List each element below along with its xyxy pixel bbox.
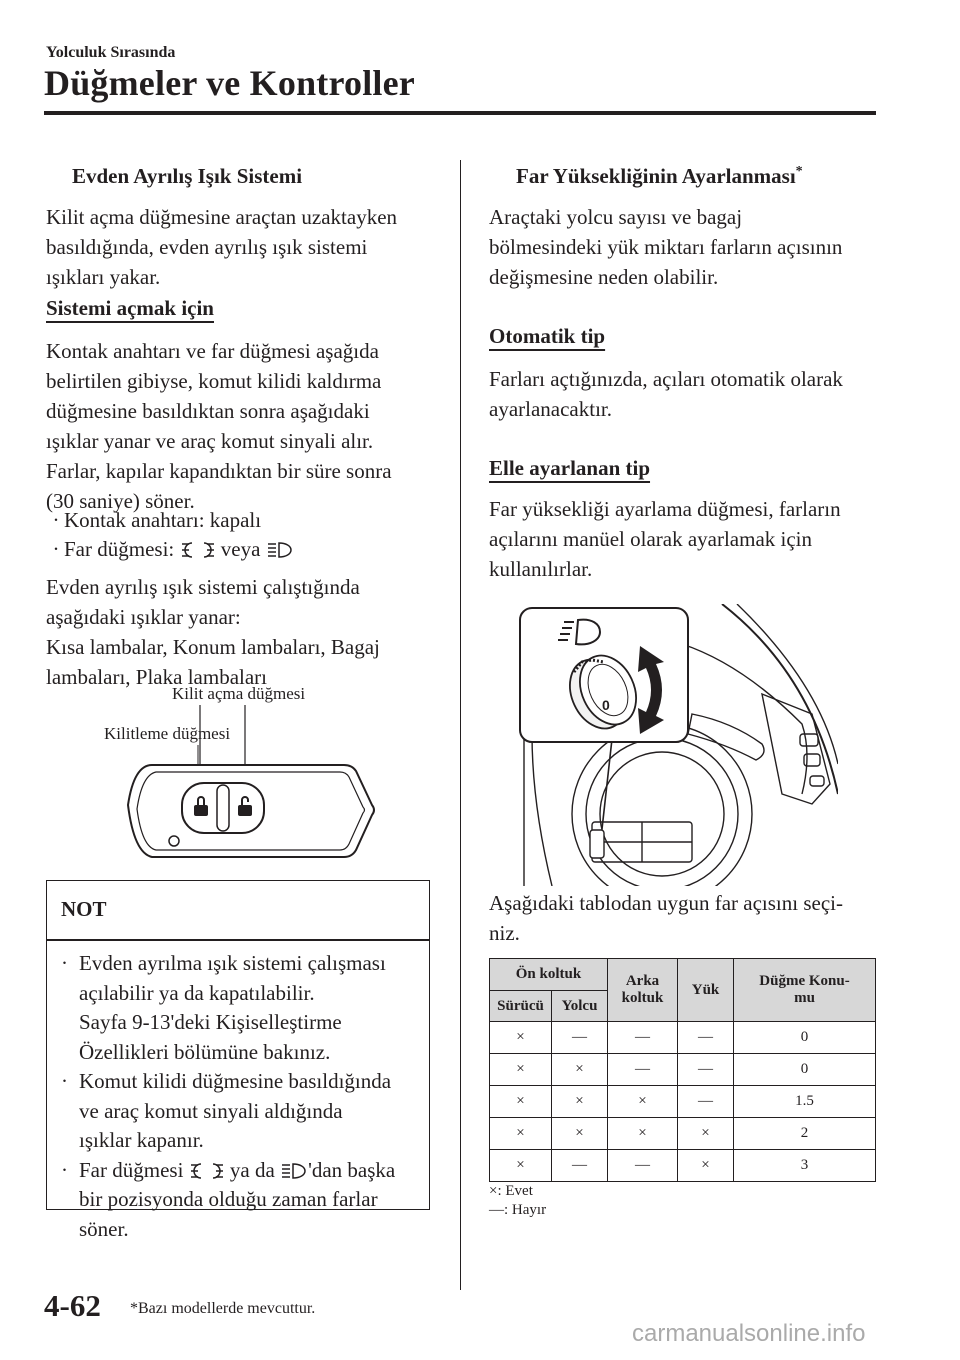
note-separator	[47, 939, 429, 941]
left-intro: Kilit açma düğmesine araçtan uzaktayken basıldığında, evden ayrılış ışık sistemi ışıkları yakar.	[46, 205, 398, 289]
col-load: Yük	[678, 959, 734, 1022]
parking-light-icon	[180, 540, 216, 560]
headlight-icon	[280, 1161, 308, 1181]
page-number: 4-62	[44, 1288, 101, 1323]
legend-yes: ×: Evet	[489, 1183, 533, 1199]
auto-type-text: Farları açtığınızda, açıları otomatik olarak ayarlanacaktır.	[489, 367, 843, 421]
manual-type-text: Far yüksekliği ayarlama düğmesi, farların açılarını manüel olarak ayarlamak için kullanılırlar.	[489, 497, 841, 581]
note-title: NOT	[61, 897, 107, 921]
lock-button-label: Kilitleme düğmesi	[104, 724, 231, 743]
legend-no: —: Hayır	[489, 1202, 547, 1218]
right-heading: Far Yüksekliğinin Ayarlanması*	[516, 164, 803, 188]
manual-type-heading: Elle ayarlanan tip	[489, 456, 651, 480]
note-list	[59, 949, 424, 1244]
col-dial-position: Düğme Konu- mu	[734, 959, 876, 1022]
parking-light-icon	[189, 1161, 225, 1181]
left-subhead: Sistemi açmak için	[46, 296, 214, 320]
legend	[489, 1182, 546, 1220]
footnote: *Bazı modellerde mevcuttur.	[130, 1300, 316, 1317]
col-front-seat: Ön koltuk	[490, 959, 608, 991]
table-intro: Aşağıdaki tablodan uygun far açısını seçi- niz.	[489, 891, 843, 945]
note-item: · Far düğmesi ya da 'dan başka bir pozisyonda olduğu zaman farlar söner.	[61, 1157, 396, 1241]
key-fob-illustration	[120, 705, 380, 870]
note-item: · Komut kilidi düğmesine basıldığında ve araç komut sinyali aldığında ışıklar kapanır.	[61, 1069, 392, 1152]
header-rule	[44, 111, 876, 115]
page-title: Düğmeler ve Kontroller	[44, 63, 415, 103]
bullet-ignition: · Kontak anahtarı: kapalı	[52, 508, 262, 532]
right-intro: Araçtaki yolcu sayısı ve bagaj bölmesindeki yük miktarı farların açısının değişmesine neden olabilir.	[489, 205, 843, 289]
section-label: Yolculuk Sırasında	[46, 44, 176, 61]
left-heading: Evden Ayrılış Işık Sistemi	[72, 164, 303, 188]
bullet-headlight-switch: · Far düğmesi: veya	[48, 535, 294, 564]
left-para2: Evden ayrılış ışık sistemi çalıştığında aşağıdaki ışıklar yanar: Kısa lambalar, Konum lambaları, Bagaj lambaları, Plaka lambaları	[46, 575, 380, 689]
note-box	[46, 880, 430, 1241]
dial-zero-mark: 0	[602, 697, 610, 713]
note-item: · Evden ayrılma ışık sistemi çalışması açılabilir ya da kapatılabilir. Sayfa 9-13'deki Kişiselleştirme Özellikleri bölümüne bakınız.	[61, 951, 386, 1064]
table-row: × × × × 2	[490, 1118, 876, 1150]
auto-type-heading: Otomatik tip	[489, 324, 606, 348]
col-driver: Sürücü	[490, 991, 552, 1022]
table-row: × — — × 3	[490, 1150, 876, 1182]
column-divider	[460, 160, 461, 1290]
headlight-leveling-illustration	[512, 604, 838, 886]
table-row: × — — — 0	[490, 1022, 876, 1054]
col-passenger: Yolcu	[552, 991, 608, 1022]
col-rear-seat: Arka koltuk	[608, 959, 678, 1022]
left-para1: Kontak anahtarı ve far düğmesi aşağıda belirtilen gibiyse, komut kilidi kaldırma düğmesine basıldıktan sonra aşağıdaki ışıklar yanar ve araç komut sinyali alır. Farlar, kapılar kapandıktan bir süre sonra (30 saniye) söner.	[46, 339, 392, 513]
table-row: × × × — 1.5	[490, 1086, 876, 1118]
unlock-button-label: Kilit açma düğmesi	[172, 684, 306, 703]
headlight-icon	[266, 540, 294, 560]
headlight-angle-table	[489, 958, 876, 1182]
table-row: × × — — 0	[490, 1054, 876, 1086]
watermark: carmanualsonline.info	[632, 1320, 866, 1347]
